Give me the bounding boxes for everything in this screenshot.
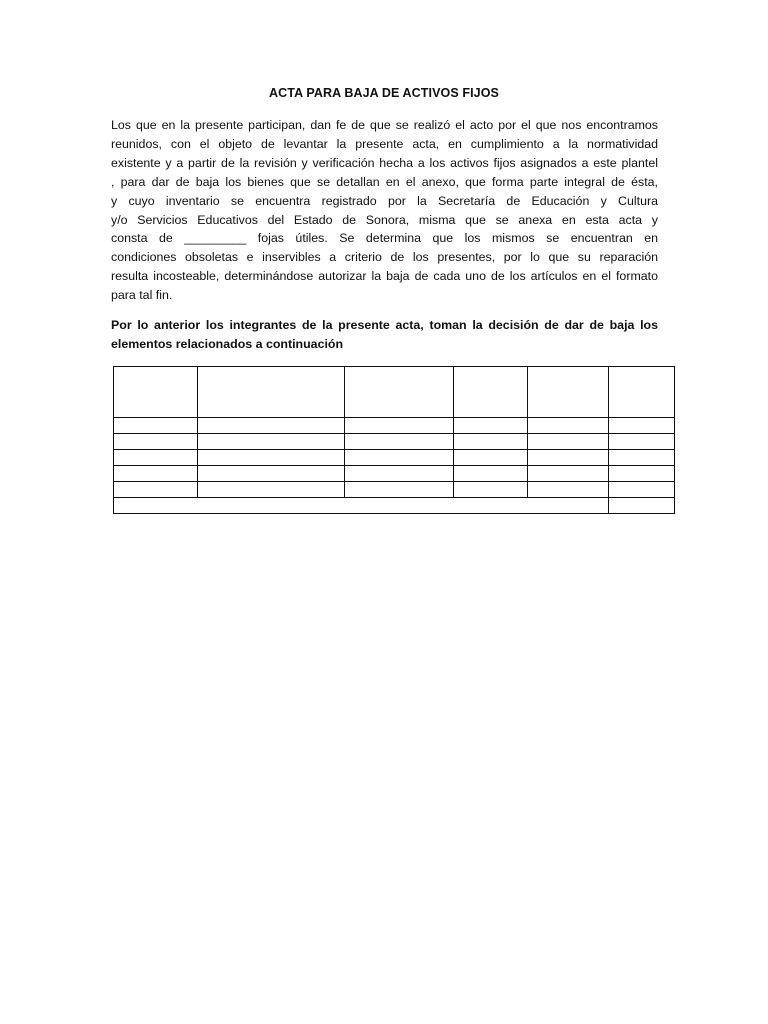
table-cell xyxy=(454,450,528,466)
table-total-value-cell xyxy=(609,498,675,514)
paragraph-line: Los que en la presente participan, dan fe de que se realizó el acto por el que nos encontramos xyxy=(111,118,658,132)
table-cell xyxy=(528,418,609,434)
table-total-label-cell xyxy=(114,498,609,514)
table-cell xyxy=(198,482,345,498)
table-header-cell xyxy=(114,367,198,418)
table-cell xyxy=(609,450,675,466)
table-cell xyxy=(114,482,198,498)
table-cell xyxy=(609,466,675,482)
paragraph-line: condiciones obsoletas e inservibles a criterio de los presentes, por lo que su reparación xyxy=(111,250,658,265)
table-cell xyxy=(345,418,454,434)
document-title: ACTA PARA BAJA DE ACTIVOS FIJOS xyxy=(269,86,499,100)
table-cell xyxy=(114,466,198,482)
decision-statement xyxy=(111,316,658,354)
table-row xyxy=(114,482,675,498)
decision-line: elementos relacionados a continuación xyxy=(111,337,344,351)
assets-table xyxy=(113,366,675,514)
table-cell xyxy=(345,482,454,498)
table-header-cell xyxy=(198,367,345,418)
table-cell xyxy=(114,450,198,466)
table-cell xyxy=(609,418,675,434)
table-row xyxy=(114,466,675,482)
paragraph-line: consta de _________ fojas útiles. Se determina que los mismos se encuentran en xyxy=(111,231,658,246)
table-cell xyxy=(454,418,528,434)
table-cell xyxy=(345,434,454,450)
table-header-cell xyxy=(528,367,609,418)
table-cell xyxy=(198,418,345,434)
table-row xyxy=(114,418,675,434)
paragraph-line: reunidos, con el objeto de levantar la presente acta, en cumplimiento a la normatividad xyxy=(111,136,658,151)
table-cell xyxy=(454,466,528,482)
table-row xyxy=(114,450,675,466)
table-cell xyxy=(345,450,454,466)
table-cell xyxy=(454,482,528,498)
paragraph-line: y/o Servicios Educativos del Estado de Sonora, misma que se anexa en esta acta y xyxy=(111,212,658,227)
table-header-row xyxy=(114,367,675,418)
table-header-cell xyxy=(454,367,528,418)
table-cell xyxy=(528,434,609,450)
paragraph-line: existente y a partir de la revisión y verificación hecha a los activos fijos asignados a este plantel xyxy=(111,155,658,170)
table-row xyxy=(114,434,675,450)
table-cell xyxy=(528,450,609,466)
table-cell xyxy=(345,466,454,482)
decision-line: Por lo anterior los integrantes de la presente acta, toman la decisión de dar de baja los xyxy=(111,318,658,332)
table-total-row xyxy=(114,498,675,514)
table-cell xyxy=(528,466,609,482)
paragraph-line: y cuyo inventario se encuentra registrado por la Secretaría de Educación y Cultura xyxy=(111,193,658,208)
table-cell xyxy=(198,466,345,482)
table-cell xyxy=(454,434,528,450)
table-cell xyxy=(198,450,345,466)
table-cell xyxy=(114,418,198,434)
paragraph-line: resulta incosteable, determinándose autorizar la baja de cada uno de los artículos en el formato xyxy=(111,269,658,284)
paragraph-line: para tal fin. xyxy=(111,288,173,303)
table-header-cell xyxy=(345,367,454,418)
table-cell xyxy=(528,482,609,498)
table-cell xyxy=(198,434,345,450)
table-cell xyxy=(609,434,675,450)
table-cell xyxy=(609,482,675,498)
table-header-cell xyxy=(609,367,675,418)
intro-paragraph xyxy=(111,116,658,305)
table-cell xyxy=(114,434,198,450)
paragraph-line: , para dar de baja los bienes que se detallan en el anexo, que forma parte integral de ésta, xyxy=(111,174,658,189)
